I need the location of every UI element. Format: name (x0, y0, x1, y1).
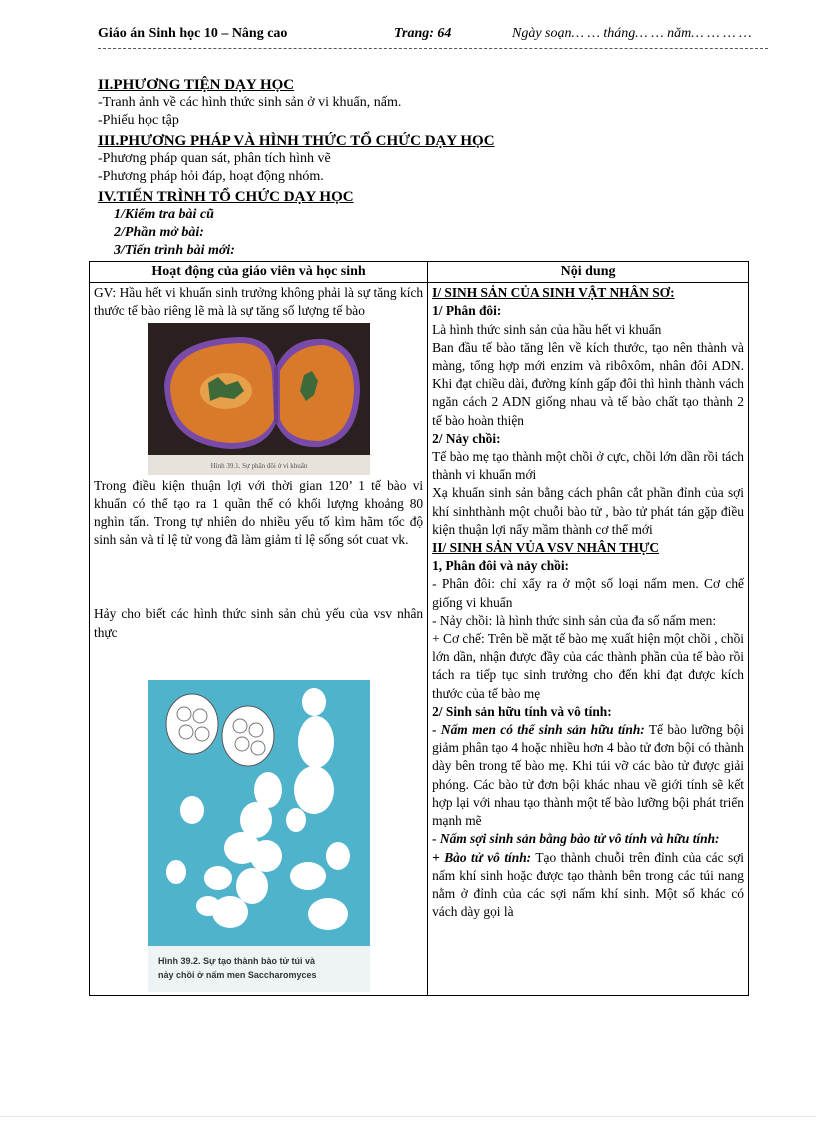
content-paragraph: - Nấm sợi sinh sản bằng bào tử vô tính và hữu tính: (432, 831, 720, 847)
figure-2-caption-line-2: nảy chồi ở nấm men Saccharomyces (157, 969, 317, 980)
content-lead-italic: + Bào tử vô tính: (432, 849, 532, 865)
content-heading-1: I/ SINH SẢN CỦA SINH VẬT NHÂN SƠ: (432, 285, 675, 301)
section-4 (98, 188, 354, 260)
left-paragraph: Trong điều kiện thuận lợi với thời gian 120’ 1 tế bào vi khuẩn có thể tạo ra 1 quần thể có khối lượng khoảng 80 nghìn tấn. Trong tự nhiên do nhiều yếu tố kìm hãm tốc độ sinh sản và tỉ lệ tử vong đã làm giảm tỉ lệ sống sót cuat vk. (94, 477, 424, 548)
content-paragraph: - Phân đôi: chỉ xẩy ra ở một số loại nấm men. Cơ chế giống vi khuẩn (432, 576, 744, 610)
table-row (90, 283, 749, 996)
header-date: Ngày soạn… … tháng… … năm… … … … (512, 26, 752, 41)
content-paragraph: Xạ khuẩn sinh sản bằng cách phân cắt phần đỉnh của sợi khí sinhthành một chuỗi bào tử , bào tử phát tán gặp điều kiện thuận lợi nẩy mầm thành cơ thể mới (432, 485, 744, 537)
section-4-title: IV.TIẾN TRÌNH TỔ CHỨC DẠY HỌC (98, 189, 354, 205)
content-paragraph: Ban đầu tế bào tăng lên về kích thước, tạo nên thành và màng, tổng hợp mới enzim và ribôxôm, nhân đôi ADN. Khi đạt chiều dài, đường kính gấp đôi thì hình thành vách ngăn cách 2 ADN giống nhau và tế bào chất tạo thành 2 tế bào hoàn thiện (432, 339, 744, 428)
header-subject: Giáo án Sinh học 10 – Nâng cao (98, 26, 288, 41)
lesson-table (89, 261, 749, 996)
content-heading-2: II/ SINH SẢN VỦA VSV NHÂN THỰC (432, 540, 660, 556)
section-3 (98, 132, 495, 186)
section-2-item: -Phiếu học tập (98, 113, 179, 128)
content-subheading: 2/ Nảy chồi: (432, 430, 501, 446)
section-2-title: II.PHƯƠNG TIỆN DẠY HỌC (98, 77, 295, 93)
content-text: Tạo thành chuỗi trên đỉnh của các sợi nấm khí sinh hoặc được tạo thành bên trong các túi nang nằm ở đỉnh của các sợi nấm khí sinh. Một số khác có vách dày gọi là (432, 849, 744, 920)
section-2 (98, 76, 401, 130)
content-paragraph: Là hình thức sinh sản của hầu hết vi khuẩn (432, 321, 662, 337)
section-4-step: 3/Tiến trình bài mới: (114, 243, 235, 258)
column-header-activities: Hoạt động của giáo viên và học sinh (90, 262, 428, 283)
section-2-item: -Tranh ảnh về các hình thức sinh sản ở vi khuẩn, nấm. (98, 95, 402, 110)
header-page-number: Trang: 64 (394, 26, 452, 41)
content-paragraph: - Nảy chồi: là hình thức sinh sản của đa số nấm men: (432, 612, 717, 628)
content-paragraph: Tế bào mẹ tạo thành một chồi ở cực, chồi lớn dần rồi tách thành vi khuẩn mới (432, 449, 744, 483)
page-bottom-edge (0, 1116, 816, 1117)
section-4-step: 1/Kiểm tra bài cũ (114, 207, 214, 222)
section-3-item: -Phương pháp quan sát, phân tích hình vẽ (98, 151, 331, 166)
content-text: Tế bào lưỡng bội giảm phân tạo 4 hoặc nhiều hơn 4 bào tử đơn bội có thành dày bên trong tế bào mẹ. Khi túi vỡ các bào tử được giải phóng. Các bào tử đơn bội khác nhau về giới tính sẽ kết hợp lại với nhau tạo thành một tế bào lưỡng bội phát triển mạnh mẽ (432, 722, 744, 829)
content-paragraph (432, 721, 744, 830)
content-subheading: 2/ Sinh sản hữu tính và vô tính: (432, 703, 612, 719)
table-header-row (90, 262, 749, 283)
content-paragraph: + Cơ chế: Trên bề mặt tế bào mẹ xuất hiện một chồi , chồi lớn dần, nhận được đầy của các thành phần của tế bào rồi tách ra tiếp tục sinh trưởng cho đến khi đạt được kích thước của tế bào mẹ (432, 631, 744, 701)
left-paragraph: GV: Hầu hết vi khuẩn sinh trưởng không phải là sự tăng kích thước tế bào riêng lẽ mà là sự tăng số lượng tế bào (94, 285, 424, 319)
section-3-title: III.PHƯƠNG PHÁP VÀ HÌNH THỨC TỔ CHỨC DẠY HỌC (98, 133, 495, 149)
content-lead-italic: - Nấm men có thể sinh sản hữu tính: (432, 722, 645, 738)
left-question: Hảy cho biết các hình thức sinh sản chủ yếu của vsv nhân thực (94, 606, 424, 640)
bacteria-binary-fission-figure (148, 323, 370, 475)
yeast-budding-figure (148, 680, 370, 992)
lesson-content-cell (428, 283, 749, 996)
content-subheading: 1/ Phân đôi: (432, 303, 502, 319)
teacher-activity-cell (90, 283, 428, 996)
column-header-content: Nội dung (428, 262, 749, 283)
content-paragraph (432, 849, 744, 922)
figure-1-caption: Hình 39.1. Sự phân đôi ở vi khuẩn (210, 461, 307, 470)
section-3-item: -Phương pháp hỏi đáp, hoạt động nhóm. (98, 169, 324, 184)
section-4-step: 2/Phần mở bài: (114, 225, 204, 240)
figure-2-caption-line-1: Hình 39.2. Sự tạo thành bào tử túi và (157, 955, 315, 966)
content-subheading: 1, Phân đôi và nảy chồi: (432, 558, 570, 574)
page-header (98, 22, 768, 49)
